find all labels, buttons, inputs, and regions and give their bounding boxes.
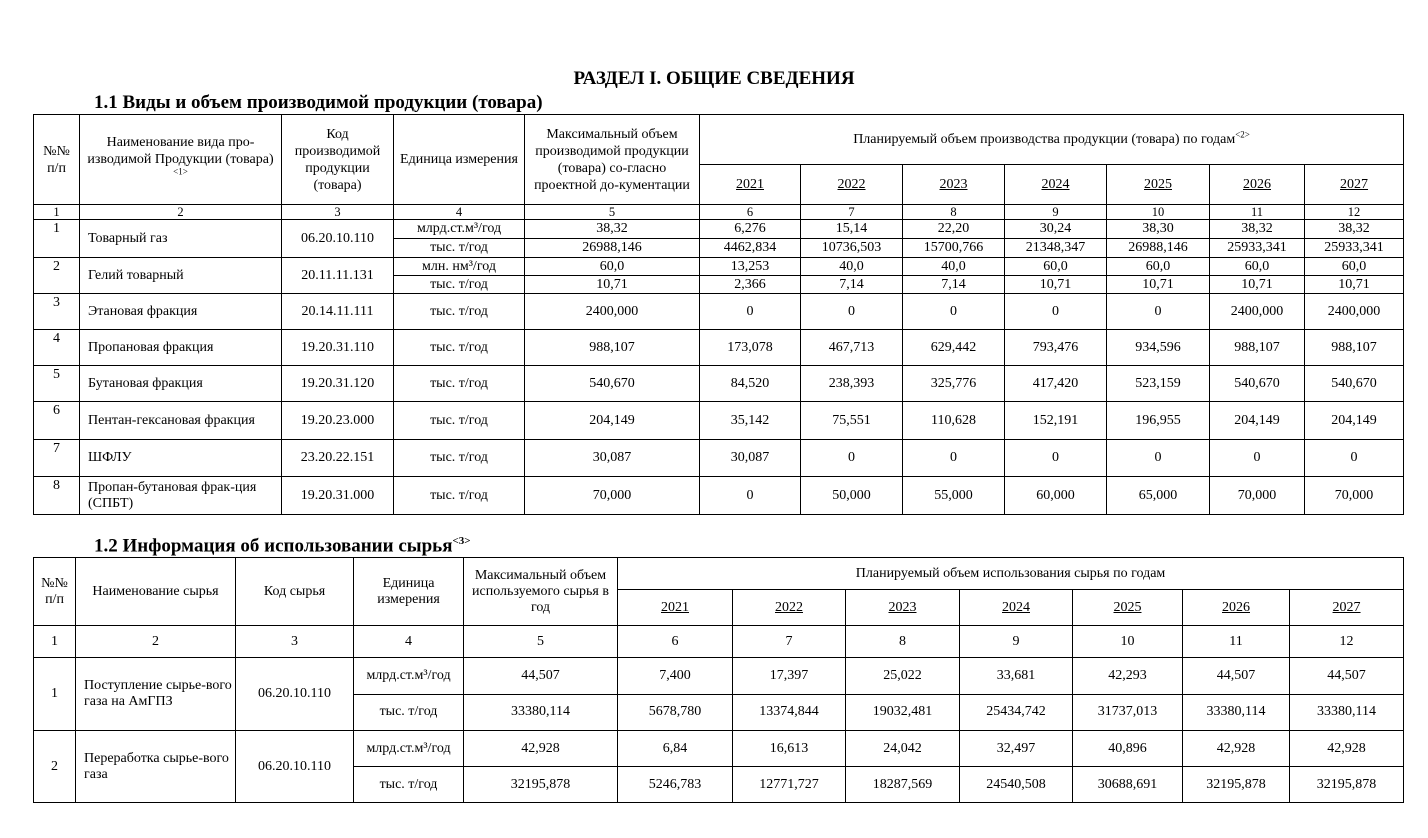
table-row <box>34 658 1404 695</box>
product-name: Бутановая фракция <box>80 366 282 402</box>
year-value-cell: 44,507 <box>1183 658 1290 695</box>
product-code: 06.20.10.110 <box>236 658 354 731</box>
year-value-cell: 31737,013 <box>1073 694 1183 731</box>
year-value-cell: 934,596 <box>1107 330 1210 366</box>
year-value-cell: 30,24 <box>1005 220 1107 239</box>
year-value-cell: 110,628 <box>903 402 1005 440</box>
column-number: 12 <box>1290 626 1404 658</box>
year-value-cell: 40,896 <box>1073 731 1183 767</box>
table-row <box>34 477 1404 515</box>
year-value-cell: 0 <box>903 294 1005 330</box>
column-number: 2 <box>76 626 236 658</box>
year-header: 2023 <box>903 165 1005 205</box>
unit-cell: млрд.ст.м³/год <box>394 220 525 239</box>
year-value-cell: 13,253 <box>700 258 801 276</box>
unit-cell: тыс. т/год <box>354 694 464 731</box>
year-value-cell: 15700,766 <box>903 239 1005 258</box>
max-volume-cell: 2400,000 <box>525 294 700 330</box>
column-number: 6 <box>700 205 801 220</box>
year-value-cell: 32195,878 <box>1183 767 1290 803</box>
year-value-cell: 988,107 <box>1210 330 1305 366</box>
column-number: 9 <box>1005 205 1107 220</box>
column-number: 7 <box>733 626 846 658</box>
table-row <box>34 366 1404 402</box>
header-code: Код сырья <box>236 558 354 626</box>
row-number: 4 <box>34 330 80 366</box>
year-header: 2027 <box>1305 165 1404 205</box>
max-volume-cell: 60,0 <box>525 258 700 276</box>
year-value-cell: 38,32 <box>1210 220 1305 239</box>
header-num: №№ п/п <box>34 115 80 205</box>
year-value-cell: 5246,783 <box>618 767 733 803</box>
table-row <box>34 220 1404 239</box>
column-number: 7 <box>801 205 903 220</box>
page-title: РАЗДЕЛ I. ОБЩИЕ СВЕДЕНИЯ <box>573 68 855 89</box>
header-planned: Планируемый объем производства продукции (товара) по годам$^{<2>}$ <box>700 115 1404 165</box>
column-number: 4 <box>354 626 464 658</box>
table-row <box>34 440 1404 477</box>
year-value-cell: 12771,727 <box>733 767 846 803</box>
year-value-cell: 0 <box>1305 440 1404 477</box>
product-code: 19.20.23.000 <box>282 402 394 440</box>
product-name: Переработка сырье-вого газа <box>76 731 236 803</box>
year-value-cell: 16,613 <box>733 731 846 767</box>
year-value-cell: 2400,000 <box>1305 294 1404 330</box>
unit-cell: тыс. т/год <box>394 366 525 402</box>
year-value-cell: 25933,341 <box>1210 239 1305 258</box>
year-value-cell: 65,000 <box>1107 477 1210 515</box>
unit-cell: тыс. т/год <box>394 330 525 366</box>
unit-cell: тыс. т/год <box>354 767 464 803</box>
unit-cell: тыс. т/год <box>394 402 525 440</box>
year-value-cell: 70,000 <box>1210 477 1305 515</box>
column-number: 4 <box>394 205 525 220</box>
max-volume-cell: 30,087 <box>525 440 700 477</box>
max-volume-cell: 10,71 <box>525 276 700 294</box>
product-name: Пентан-гексановая фракция <box>80 402 282 440</box>
row-number: 6 <box>34 402 80 440</box>
column-number: 3 <box>282 205 394 220</box>
column-number: 1 <box>34 626 76 658</box>
column-number: 1 <box>34 205 80 220</box>
row-number: 2 <box>34 731 76 803</box>
year-value-cell: 6,276 <box>700 220 801 239</box>
year-value-cell: 32,497 <box>960 731 1073 767</box>
year-value-cell: 204,149 <box>1305 402 1404 440</box>
product-name: Пропан-бутановая фрак-ция (СПБТ) <box>80 477 282 515</box>
unit-cell: тыс. т/год <box>394 239 525 258</box>
year-value-cell: 38,30 <box>1107 220 1210 239</box>
year-value-cell: 50,000 <box>801 477 903 515</box>
max-volume-cell: 44,507 <box>464 658 618 695</box>
year-header: 2022 <box>801 165 903 205</box>
year-value-cell: 40,0 <box>801 258 903 276</box>
year-value-cell: 7,14 <box>903 276 1005 294</box>
header-name: Наименование сырья <box>76 558 236 626</box>
year-value-cell: 10,71 <box>1210 276 1305 294</box>
column-number-row <box>34 205 1404 220</box>
product-name: Этановая фракция <box>80 294 282 330</box>
product-code: 20.11.11.131 <box>282 258 394 294</box>
unit-cell: млн. нм³/год <box>394 258 525 276</box>
unit-cell: млрд.ст.м³/год <box>354 731 464 767</box>
year-value-cell: 42,928 <box>1183 731 1290 767</box>
year-value-cell: 10736,503 <box>801 239 903 258</box>
product-code: 06.20.10.110 <box>236 731 354 803</box>
header-unit: Единица измерения <box>394 115 525 205</box>
year-value-cell: 25434,742 <box>960 694 1073 731</box>
year-value-cell: 10,71 <box>1005 276 1107 294</box>
year-header: 2025 <box>1107 165 1210 205</box>
year-value-cell: 540,670 <box>1210 366 1305 402</box>
max-volume-cell: 38,32 <box>525 220 700 239</box>
year-header: 2024 <box>960 590 1073 626</box>
year-value-cell: 40,0 <box>903 258 1005 276</box>
year-header: 2026 <box>1210 165 1305 205</box>
product-code: 19.20.31.110 <box>282 330 394 366</box>
header-unit: Единица измерения <box>354 558 464 626</box>
year-value-cell: 0 <box>1107 440 1210 477</box>
year-value-cell: 6,84 <box>618 731 733 767</box>
year-value-cell: 4462,834 <box>700 239 801 258</box>
product-name: ШФЛУ <box>80 440 282 477</box>
column-number: 6 <box>618 626 733 658</box>
year-value-cell: 204,149 <box>1210 402 1305 440</box>
year-value-cell: 0 <box>700 477 801 515</box>
header-max: Максимальный объем производимой продукции (товара) со-гласно проектной до-кументации <box>525 115 700 205</box>
year-value-cell: 793,476 <box>1005 330 1107 366</box>
table-row <box>34 731 1404 767</box>
year-value-cell: 0 <box>1107 294 1210 330</box>
max-volume-cell: 42,928 <box>464 731 618 767</box>
column-number-row <box>34 626 1404 658</box>
year-header: 2022 <box>733 590 846 626</box>
year-header: 2027 <box>1290 590 1404 626</box>
year-header: 2026 <box>1183 590 1290 626</box>
product-code: 19.20.31.000 <box>282 477 394 515</box>
year-value-cell: 5678,780 <box>618 694 733 731</box>
unit-cell: тыс. т/год <box>394 477 525 515</box>
product-code: 23.20.22.151 <box>282 440 394 477</box>
year-value-cell: 44,507 <box>1290 658 1404 695</box>
year-value-cell: 0 <box>700 294 801 330</box>
column-number: 9 <box>960 626 1073 658</box>
column-number: 8 <box>903 205 1005 220</box>
row-number: 7 <box>34 440 80 477</box>
max-volume-cell: 204,149 <box>525 402 700 440</box>
row-number: 1 <box>34 658 76 731</box>
year-value-cell: 35,142 <box>700 402 801 440</box>
column-number: 11 <box>1183 626 1290 658</box>
year-value-cell: 24,042 <box>846 731 960 767</box>
year-value-cell: 84,520 <box>700 366 801 402</box>
year-value-cell: 173,078 <box>700 330 801 366</box>
year-value-cell: 0 <box>801 440 903 477</box>
year-value-cell: 42,293 <box>1073 658 1183 695</box>
year-header: 2023 <box>846 590 960 626</box>
column-number: 11 <box>1210 205 1305 220</box>
header-code: Код производимой продукции (товара) <box>282 115 394 205</box>
column-number: 10 <box>1107 205 1210 220</box>
row-number: 5 <box>34 366 80 402</box>
product-name: Гелий товарный <box>80 258 282 294</box>
row-number: 8 <box>34 477 80 515</box>
products-table <box>33 114 1404 515</box>
year-value-cell: 25933,341 <box>1305 239 1404 258</box>
header-num: №№ п/п <box>34 558 76 626</box>
column-number: 5 <box>464 626 618 658</box>
year-value-cell: 13374,844 <box>733 694 846 731</box>
year-value-cell: 10,71 <box>1305 276 1404 294</box>
unit-cell: тыс. т/год <box>394 440 525 477</box>
year-value-cell: 33380,114 <box>1290 694 1404 731</box>
year-value-cell: 24540,508 <box>960 767 1073 803</box>
max-volume-cell: 70,000 <box>525 477 700 515</box>
year-value-cell: 7,400 <box>618 658 733 695</box>
unit-cell: тыс. т/год <box>394 294 525 330</box>
max-volume-cell: 33380,114 <box>464 694 618 731</box>
year-value-cell: 22,20 <box>903 220 1005 239</box>
year-value-cell: 55,000 <box>903 477 1005 515</box>
row-number: 2 <box>34 258 80 294</box>
table-row <box>34 294 1404 330</box>
header-name: Наименование вида про-изводимой Продукции (товара)$^{<1>}$ <box>80 115 282 205</box>
product-name: Пропановая фракция <box>80 330 282 366</box>
year-value-cell: 60,000 <box>1005 477 1107 515</box>
year-value-cell: 33,681 <box>960 658 1073 695</box>
max-volume-cell: 32195,878 <box>464 767 618 803</box>
year-value-cell: 17,397 <box>733 658 846 695</box>
column-number: 5 <box>525 205 700 220</box>
year-value-cell: 42,928 <box>1290 731 1404 767</box>
year-value-cell: 25,022 <box>846 658 960 695</box>
header-max: Максимальный объем используемого сырья в год <box>464 558 618 626</box>
year-value-cell: 21348,347 <box>1005 239 1107 258</box>
section-2-title: 1.2 Информация об использовании сырья$^{<3>}$ <box>94 535 471 557</box>
year-value-cell: 467,713 <box>801 330 903 366</box>
unit-cell: млрд.ст.м³/год <box>354 658 464 695</box>
table-row <box>34 330 1404 366</box>
year-value-cell: 629,442 <box>903 330 1005 366</box>
column-number: 2 <box>80 205 282 220</box>
year-value-cell: 60,0 <box>1305 258 1404 276</box>
year-value-cell: 0 <box>903 440 1005 477</box>
year-value-cell: 26988,146 <box>1107 239 1210 258</box>
row-number: 3 <box>34 294 80 330</box>
product-code: 19.20.31.120 <box>282 366 394 402</box>
year-value-cell: 70,000 <box>1305 477 1404 515</box>
unit-cell: тыс. т/год <box>394 276 525 294</box>
year-header: 2024 <box>1005 165 1107 205</box>
year-value-cell: 0 <box>1005 440 1107 477</box>
year-value-cell: 60,0 <box>1005 258 1107 276</box>
year-value-cell: 30,087 <box>700 440 801 477</box>
product-name: Товарный газ <box>80 220 282 258</box>
column-number: 10 <box>1073 626 1183 658</box>
year-value-cell: 238,393 <box>801 366 903 402</box>
raw-materials-table <box>33 557 1404 803</box>
column-number: 8 <box>846 626 960 658</box>
year-value-cell: 988,107 <box>1305 330 1404 366</box>
year-value-cell: 33380,114 <box>1183 694 1290 731</box>
year-value-cell: 0 <box>1005 294 1107 330</box>
year-value-cell: 0 <box>1210 440 1305 477</box>
year-value-cell: 152,191 <box>1005 402 1107 440</box>
year-header: 2025 <box>1073 590 1183 626</box>
year-value-cell: 60,0 <box>1107 258 1210 276</box>
year-value-cell: 18287,569 <box>846 767 960 803</box>
year-value-cell: 19032,481 <box>846 694 960 731</box>
table-row <box>34 402 1404 440</box>
year-header: 2021 <box>700 165 801 205</box>
year-value-cell: 523,159 <box>1107 366 1210 402</box>
year-value-cell: 15,14 <box>801 220 903 239</box>
max-volume-cell: 540,670 <box>525 366 700 402</box>
year-value-cell: 2400,000 <box>1210 294 1305 330</box>
row-number: 1 <box>34 220 80 258</box>
product-code: 20.14.11.111 <box>282 294 394 330</box>
column-number: 12 <box>1305 205 1404 220</box>
year-value-cell: 75,551 <box>801 402 903 440</box>
year-value-cell: 325,776 <box>903 366 1005 402</box>
product-code: 06.20.10.110 <box>282 220 394 258</box>
year-value-cell: 196,955 <box>1107 402 1210 440</box>
year-value-cell: 30688,691 <box>1073 767 1183 803</box>
year-header: 2021 <box>618 590 733 626</box>
year-value-cell: 38,32 <box>1305 220 1404 239</box>
product-name: Поступление сырье-вого газа на АмГПЗ <box>76 658 236 731</box>
year-value-cell: 60,0 <box>1210 258 1305 276</box>
max-volume-cell: 988,107 <box>525 330 700 366</box>
max-volume-cell: 26988,146 <box>525 239 700 258</box>
table-row <box>34 258 1404 276</box>
year-value-cell: 2,366 <box>700 276 801 294</box>
column-number: 3 <box>236 626 354 658</box>
year-value-cell: 0 <box>801 294 903 330</box>
year-value-cell: 540,670 <box>1305 366 1404 402</box>
section-1-title: 1.1 Виды и объем производимой продукции (товара) <box>94 92 543 113</box>
year-value-cell: 417,420 <box>1005 366 1107 402</box>
header-planned: Планируемый объем использования сырья по годам <box>618 558 1404 590</box>
year-value-cell: 10,71 <box>1107 276 1210 294</box>
year-value-cell: 7,14 <box>801 276 903 294</box>
year-value-cell: 32195,878 <box>1290 767 1404 803</box>
